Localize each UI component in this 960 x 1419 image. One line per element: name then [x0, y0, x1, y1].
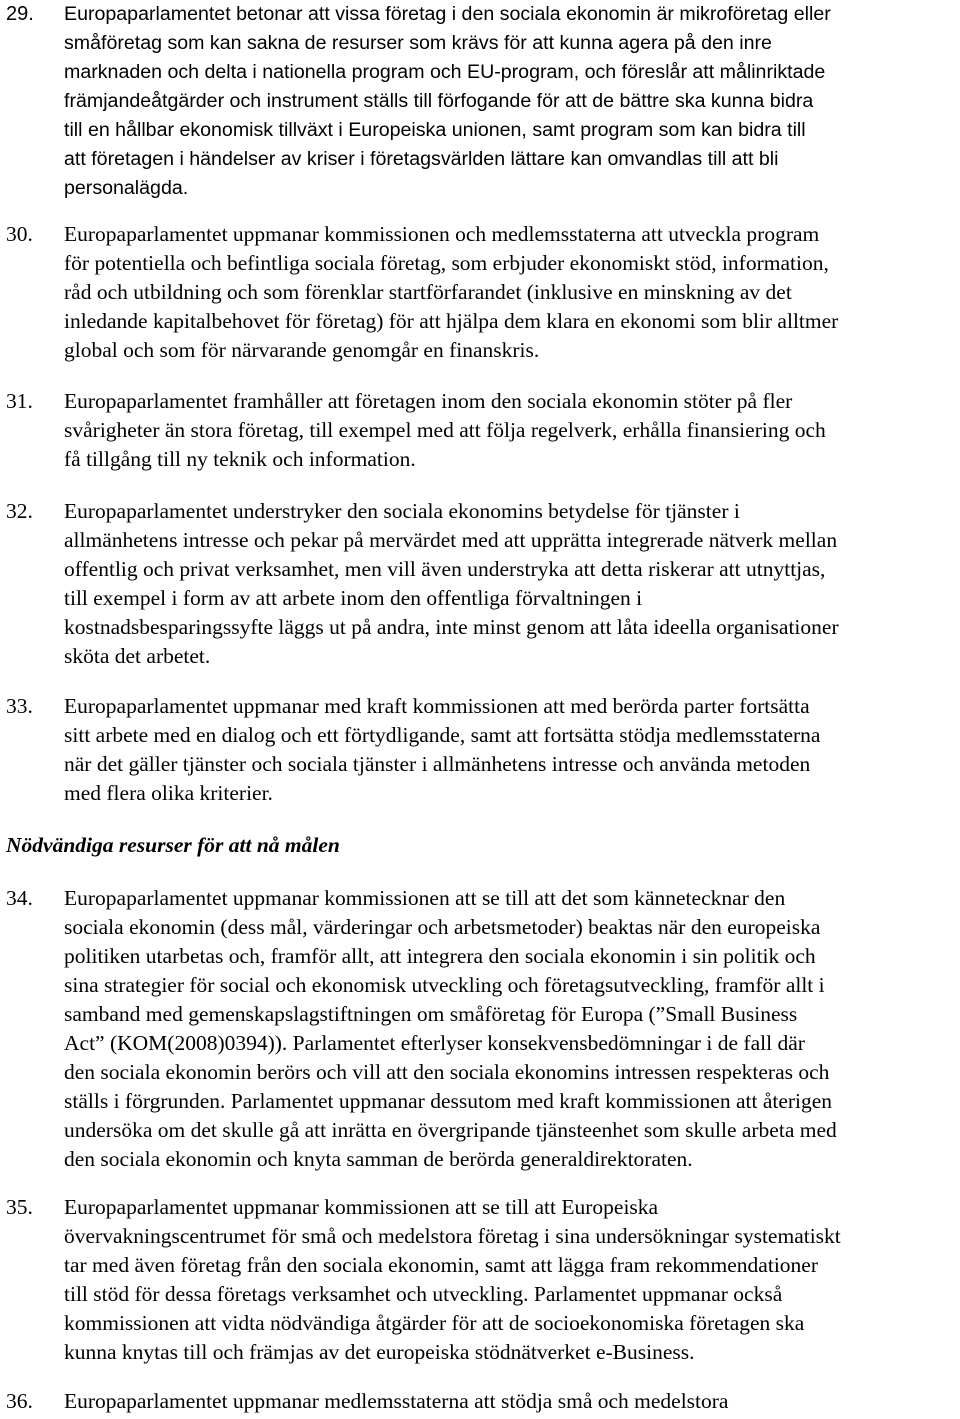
text-line: Europaparlamentet uppmanar med kraft kommissionen att med berörda parter fortsätta — [64, 694, 810, 718]
text-line: sköta det arbetet. — [64, 644, 211, 668]
text-line: global och som för närvarande genomgår en finanskris. — [64, 338, 540, 362]
text-line: Europaparlamentet framhåller att företagen inom den sociala ekonomin stöter på fler — [64, 389, 793, 413]
paragraph-text — [64, 220, 960, 365]
paragraph-text — [64, 1387, 960, 1416]
text-line: inledande kapitalbehovet för företag) för att hjälpa dem klara en ekonomi som blir alltmer — [64, 309, 839, 333]
text-line: kostnadsbesparingssyfte läggs ut på andra, inte minst genom att låta ideella organisationer — [64, 615, 839, 639]
text-line: att företagen i händelser av kriser i företagsvärlden lättare kan omvandlas till att bli — [64, 148, 779, 170]
text-line: svårigheter än stora företag, till exempel med att följa regelverk, erhålla finansiering och — [64, 418, 826, 442]
text-line: till exempel i form av att arbete inom den offentliga förvaltningen i — [64, 586, 643, 610]
section-heading: Nödvändiga resurser för att nå målen — [6, 833, 340, 857]
paragraph-number: 29. — [6, 3, 34, 25]
paragraph-text — [64, 497, 960, 671]
paragraph-number: 33. — [6, 694, 33, 718]
text-line: sitt arbete med en dialog och ett förtydligande, samt att fortsätta stödja medlemsstaterna — [64, 723, 821, 747]
paragraph-text — [64, 884, 960, 1174]
text-line: samband med gemenskapslagstiftningen om småföretag för Europa (”Small Business — [64, 1002, 798, 1026]
text-line: för potentiella och befintliga sociala företag, som erbjuder ekonomiskt stöd, information, — [64, 251, 829, 275]
paragraph-text — [64, 1193, 960, 1367]
text-line: den sociala ekonomin och knyta samman de berörda generaldirektoraten. — [64, 1147, 693, 1171]
paragraph-text — [64, 0, 960, 203]
text-line: kunna knytas till och främjas av det europeiska stödnätverket e-Business. — [64, 1340, 695, 1364]
text-line: få tillgång till ny teknik och information. — [64, 447, 416, 471]
text-line: Europaparlamentet uppmanar kommissionen att se till att det som kännetecknar den — [64, 886, 786, 910]
text-line: Europaparlamentet betonar att vissa företag i den sociala ekonomin är mikroföretag eller — [64, 3, 831, 25]
text-line: allmänhetens intresse och pekar på mervärdet med att upprätta integrerade nätverk mellan — [64, 528, 838, 552]
paragraph-text — [64, 692, 960, 808]
text-line: den sociala ekonomin berörs och vill att den sociala ekonomins intressen respekteras och — [64, 1060, 830, 1084]
paragraph-number: 30. — [6, 222, 33, 246]
paragraph-number: 31. — [6, 389, 33, 413]
paragraph-number: 32. — [6, 499, 33, 523]
text-line: Europaparlamentet uppmanar kommissionen att se till att Europeiska — [64, 1195, 659, 1219]
text-line: övervakningscentrumet för små och medelstora företag i sina undersökningar systematiskt — [64, 1224, 841, 1248]
text-line: till stöd för dessa företags verksamhet och utveckling. Parlamentet uppmanar också — [64, 1282, 783, 1306]
text-line: tar med även företag från den sociala ekonomin, samt att lägga fram rekommendationer — [64, 1253, 818, 1277]
text-line: ställs i förgrunden. Parlamentet uppmanar dessutom med kraft kommissionen att återigen — [64, 1089, 833, 1113]
text-line: sociala ekonomin (dess mål, värderingar och arbetsmetoder) beaktas när den europeiska — [64, 915, 821, 939]
text-line: Europaparlamentet uppmanar medlemsstaterna att stödja små och medelstora — [64, 1389, 729, 1413]
text-line: till en hållbar ekonomisk tillväxt i Europeiska unionen, samt program som kan bidra till — [64, 119, 806, 141]
paragraph-number: 34. — [6, 886, 33, 910]
text-line: undersöka om det skulle gå att inrätta en övergripande tjänsteenhet som skulle arbeta med — [64, 1118, 837, 1142]
paragraph-number: 36. — [6, 1389, 33, 1413]
text-line: råd och utbildning och som förenklar startförfarandet (inklusive en minskning av det — [64, 280, 792, 304]
text-line: småföretag som kan sakna de resurser som krävs för att kunna agera på den inre — [64, 32, 772, 54]
text-line: Act” (KOM(2008)0394)). Parlamentet efterlyser konsekvensbedömningar i de fall där — [64, 1031, 805, 1055]
paragraph-number: 35. — [6, 1195, 33, 1219]
text-line: Europaparlamentet uppmanar kommissionen och medlemsstaterna att utveckla program — [64, 222, 820, 246]
text-line: med flera olika kriterier. — [64, 781, 273, 805]
text-line: kommissionen att vidta nödvändiga åtgärder för att de socioekonomiska företagen ska — [64, 1311, 805, 1335]
text-line: Europaparlamentet understryker den sociala ekonomins betydelse för tjänster i — [64, 499, 740, 523]
text-line: marknaden och delta i nationella program och EU-program, och föreslår att målinriktade — [64, 61, 826, 83]
text-line: sina strategier för social och ekonomisk utveckling och företagsutveckling, framför allt i — [64, 973, 825, 997]
text-line: när det gäller tjänster och sociala tjänster i allmänhetens intresse och använda metoden — [64, 752, 811, 776]
text-line: politiken utarbetas och, framför allt, att integrera den sociala ekonomin i sin politik och — [64, 944, 816, 968]
text-line: personalägda. — [64, 177, 189, 199]
text-line: främjandeåtgärder och instrument ställs till förfogande för att de bättre ska kunna bidra — [64, 90, 814, 112]
paragraph-text — [64, 387, 960, 474]
text-line: offentlig och privat verksamhet, men vill även understryka att detta riskerar att utnyttjas, — [64, 557, 826, 581]
